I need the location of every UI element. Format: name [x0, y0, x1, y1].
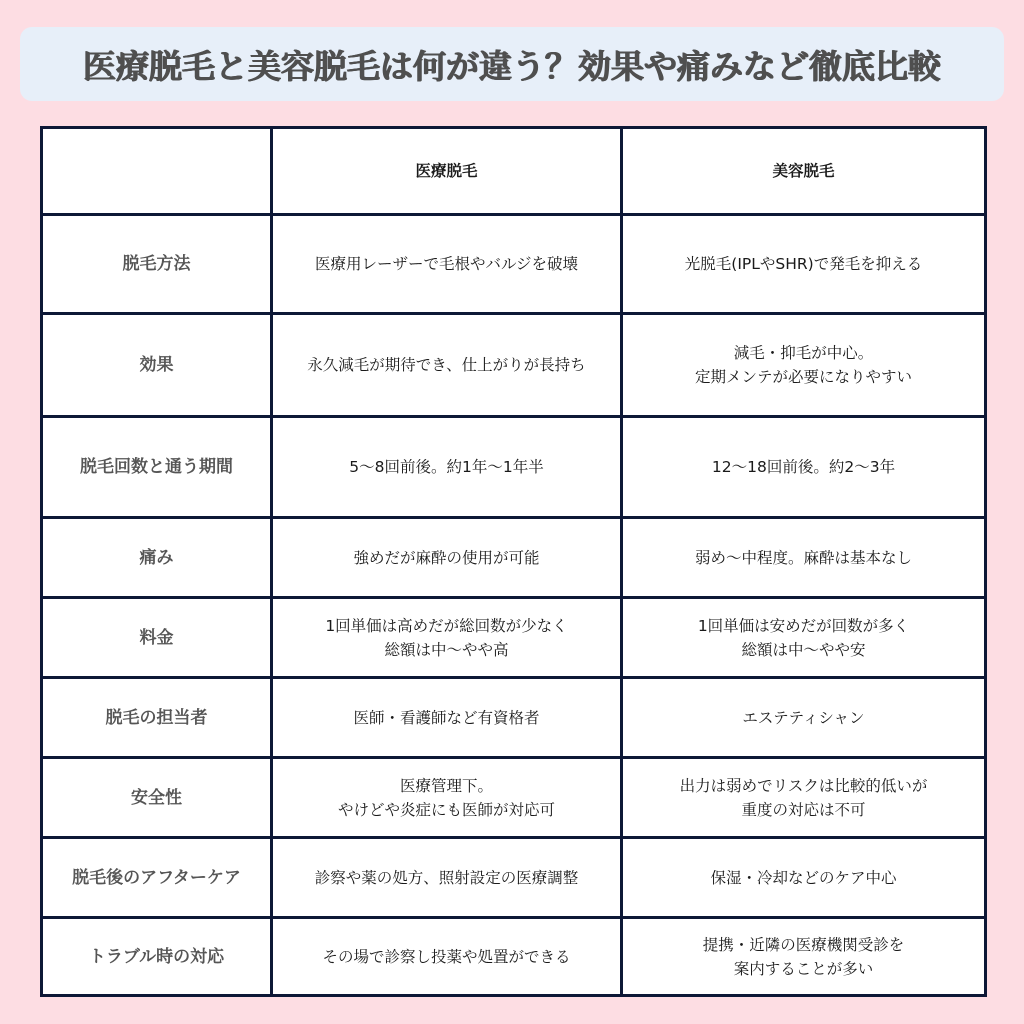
- beauty-cell: [622, 838, 986, 918]
- cell-text: 出力は弱めでリスクは比較的低いが: [679, 776, 928, 795]
- medical-cell: [272, 758, 622, 838]
- beauty-cell: [622, 758, 986, 838]
- cell-text: その場で診察し投薬や処置ができる: [322, 947, 571, 966]
- cell-text: 医療管理下。: [399, 776, 493, 795]
- cell-text: 光脱毛(IPLやSHR)で発毛を抑える: [684, 255, 923, 273]
- row-label: 脱毛の担当者: [42, 678, 272, 758]
- row-label: 脱毛方法: [42, 215, 272, 314]
- row-label: 安全性: [42, 758, 272, 838]
- cell-text: 診察や薬の処方、照射設定の医療調整: [314, 868, 579, 887]
- medical-cell: [272, 215, 622, 314]
- header-medical: 医療脱毛: [272, 128, 622, 215]
- cell-text: やけどや炎症にも医師が対応可: [337, 800, 555, 819]
- cell-text: エステティシャン: [742, 708, 865, 727]
- cell-text: 医師・看護師など有資格者: [353, 708, 540, 727]
- comparison-table: [40, 126, 987, 997]
- row-label: 料金: [42, 598, 272, 678]
- beauty-cell: [622, 215, 986, 314]
- row-label: 痛み: [42, 518, 272, 598]
- row-label: トラブル時の対応: [42, 918, 272, 996]
- cell-text: 総額は中〜やや安: [741, 640, 866, 659]
- table-row: [42, 215, 986, 314]
- medical-cell: [272, 417, 622, 518]
- cell-text: 医療用レーザーで毛根やバルジを破壊: [314, 255, 579, 273]
- beauty-cell: [622, 678, 986, 758]
- cell-text: 定期メンテが必要になりやすい: [694, 368, 912, 386]
- table-row: [42, 678, 986, 758]
- table-row: [42, 838, 986, 918]
- medical-cell: [272, 678, 622, 758]
- header-beauty: 美容脱毛: [622, 128, 986, 215]
- beauty-cell: [622, 417, 986, 518]
- cell-text: 提携・近隣の医療機関受診を: [702, 935, 905, 954]
- cell-text: 減毛・抑毛が中心。: [733, 344, 874, 362]
- cell-text: 5〜8回前後。約1年〜1年半: [349, 458, 544, 476]
- cell-text: 12〜18回前後。約2〜3年: [711, 458, 896, 476]
- table-row: [42, 758, 986, 838]
- cell-text: 重度の対応は不可: [741, 800, 866, 819]
- table-row: [42, 314, 986, 417]
- row-label: 脱毛回数と通う期間: [42, 417, 272, 518]
- row-label: 効果: [42, 314, 272, 417]
- cell-text: 強めだが麻酔の使用が可能: [353, 548, 540, 567]
- medical-cell: [272, 918, 622, 996]
- cell-text: 保湿・冷却などのケア中心: [710, 868, 897, 887]
- beauty-cell: [622, 918, 986, 996]
- table-row: [42, 598, 986, 678]
- table-row: [42, 518, 986, 598]
- cell-text: 総額は中〜やや高: [384, 640, 509, 659]
- cell-text: 案内することが多い: [733, 959, 874, 978]
- table-row: [42, 417, 986, 518]
- table-header-row: [42, 128, 986, 215]
- cell-text: 1回単価は安めだが回数が多く: [697, 616, 910, 635]
- beauty-cell: [622, 598, 986, 678]
- row-label: 脱毛後のアフターケア: [42, 838, 272, 918]
- medical-cell: [272, 518, 622, 598]
- header-empty-cell: [42, 128, 272, 215]
- table-row: [42, 918, 986, 996]
- cell-text: 弱め〜中程度。麻酔は基本なし: [694, 548, 912, 567]
- medical-cell: [272, 598, 622, 678]
- cell-text: 永久減毛が期待でき、仕上がりが長持ち: [307, 356, 586, 374]
- medical-cell: [272, 838, 622, 918]
- title-banner: [20, 27, 1004, 101]
- page-title: 医療脱毛と美容脱毛は何が違う？効果や痛みなど徹底比較: [83, 46, 941, 86]
- beauty-cell: [622, 314, 986, 417]
- beauty-cell: [622, 518, 986, 598]
- cell-text: 1回単価は高めだが総回数が少なく: [325, 616, 568, 635]
- medical-cell: [272, 314, 622, 417]
